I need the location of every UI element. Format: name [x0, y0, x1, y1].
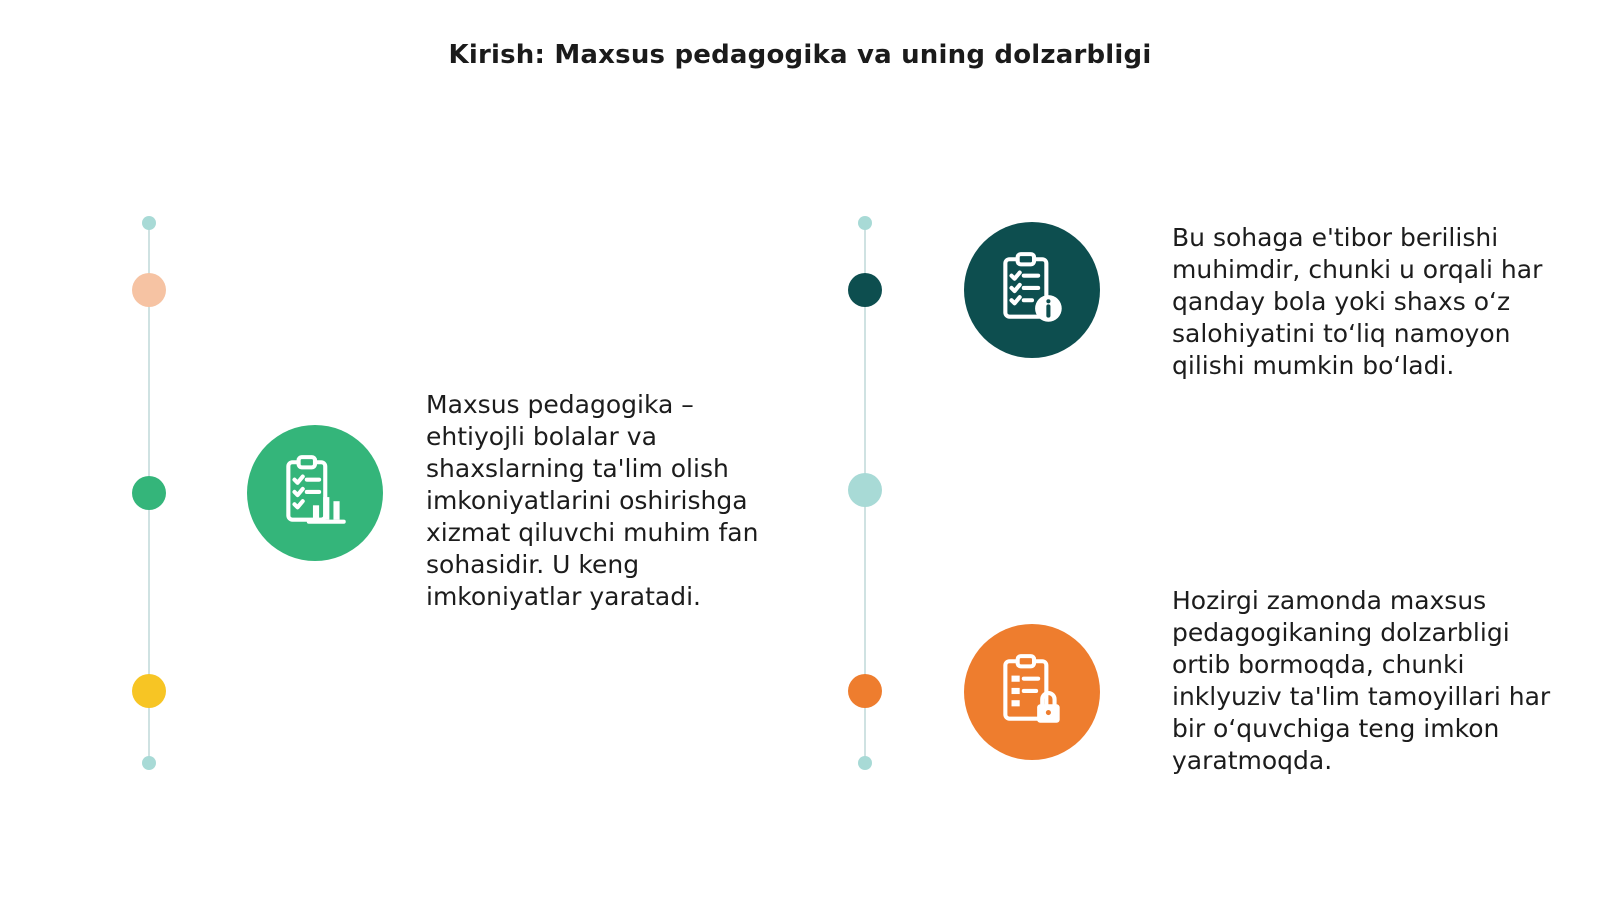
left-timeline-end-dot	[142, 756, 156, 770]
right-timeline-lightteal-dot	[848, 473, 882, 507]
clipboard-lock-icon	[964, 624, 1100, 760]
left-timeline-yellow-dot	[132, 674, 166, 708]
item-3-text: Hozirgi zamonda maxsus pedagogikaning dolzarbligi ortib bormoqda, chunki inklyuziv ta'lim tamoyillari har bir oʻquvchiga teng imkon yaratmoqda.	[1172, 586, 1551, 775]
clipboard-info-icon	[964, 222, 1100, 358]
right-timeline-orange-dot	[848, 674, 882, 708]
clipboard-chart-icon	[247, 425, 383, 561]
left-timeline-green-dot	[132, 476, 166, 510]
right-timeline-start-dot	[858, 216, 872, 230]
item-1-text: Maxsus pedagogika – ehtiyojli bolalar va shaxslarning ta'lim olish imkoniyatlarini oshirishga xizmat qiluvchi muhim fan sohasidir. U keng imkoniyatlar yaratadi.	[426, 390, 759, 611]
right-timeline-teal-dot	[848, 273, 882, 307]
left-timeline-start-dot	[142, 216, 156, 230]
item-2-text: Bu sohaga e'tibor berilishi muhimdir, chunki u orqali har qanday bola yoki shaxs oʻz salohiyatini toʻliq namoyon qilishi mumkin boʻladi.	[1172, 223, 1543, 380]
right-timeline-end-dot	[858, 756, 872, 770]
page-title: Kirish: Maxsus pedagogika va uning dolzarbligi	[448, 40, 1152, 70]
left-timeline-peach-dot	[132, 273, 166, 307]
